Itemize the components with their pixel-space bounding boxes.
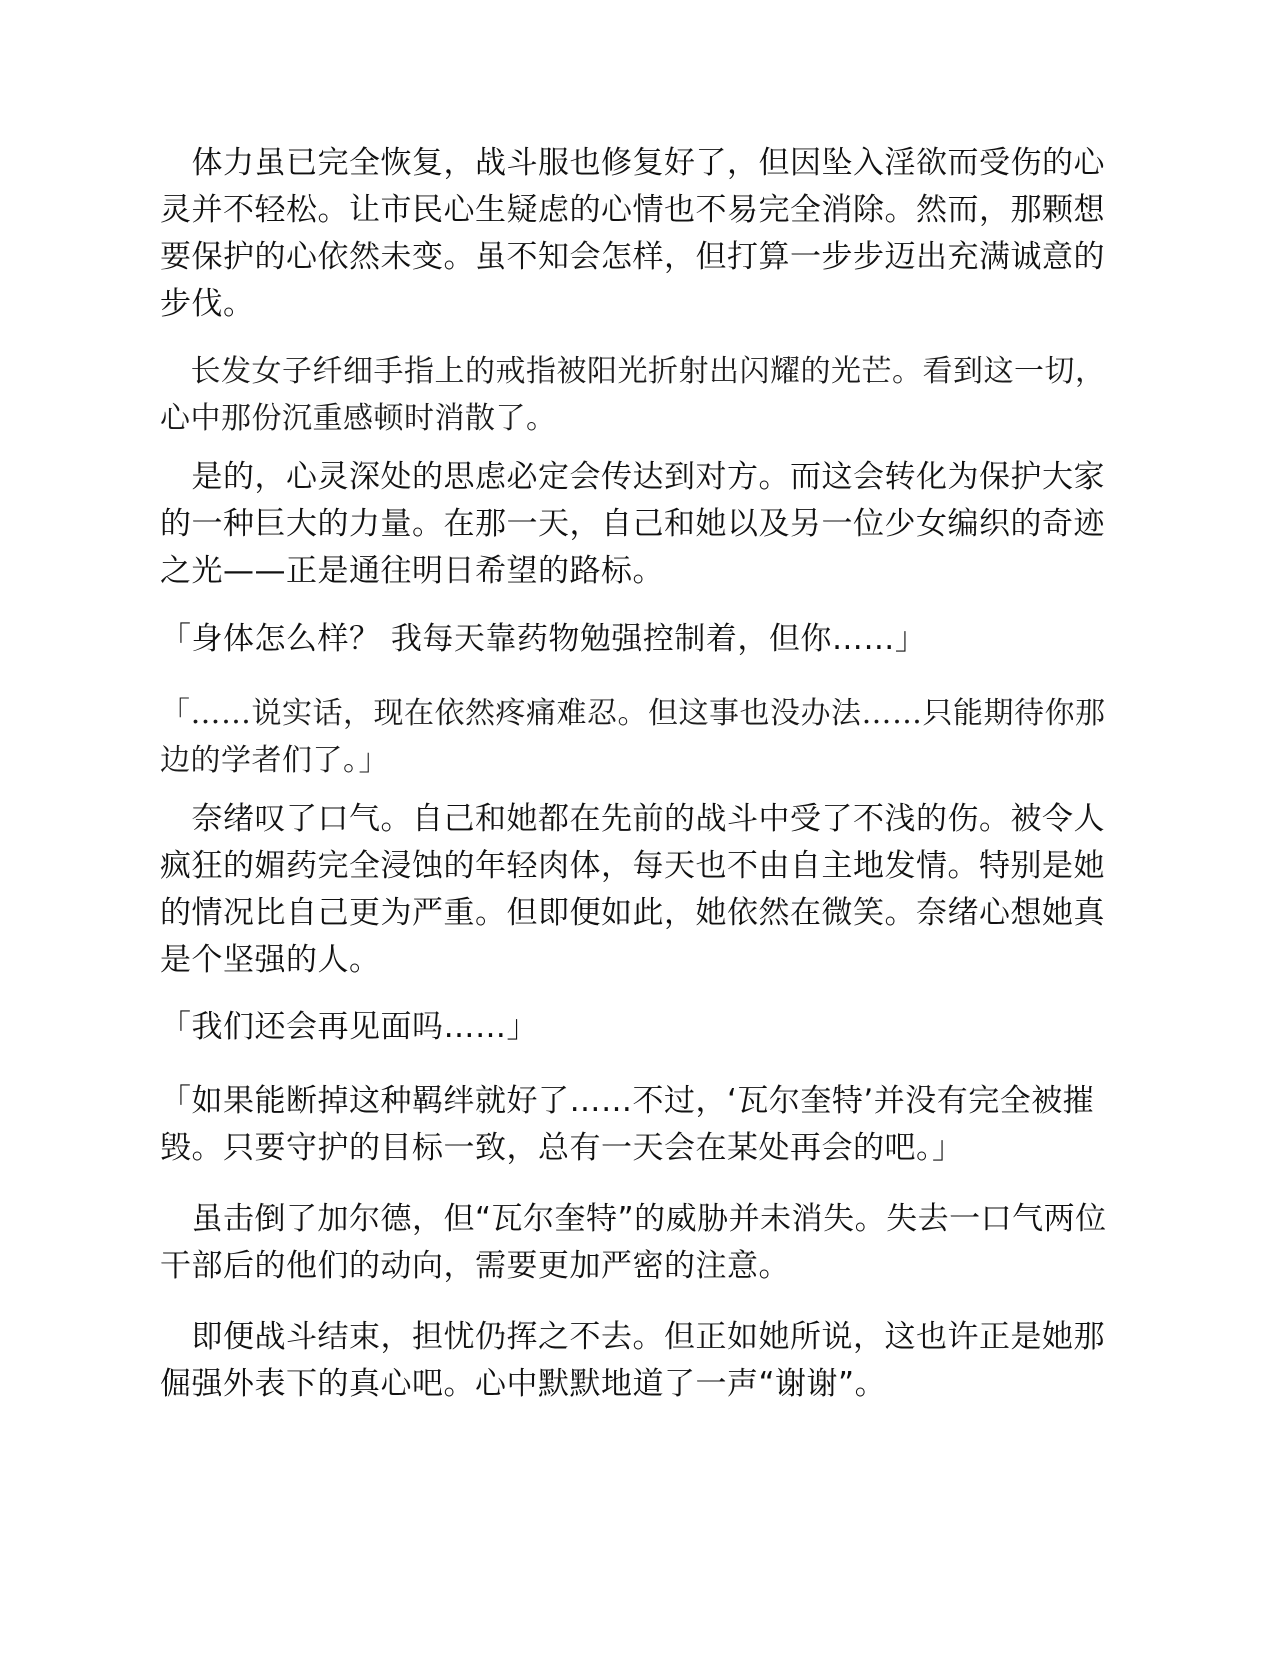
dialogue-line-1: 「身体怎么样？ 我每天靠药物勉强控制着，但你……」 [160, 621, 927, 657]
paragraph-3: 是的，心灵深处的思虑必定会传达到对方。而这会转化为保护大家的一种巨大的力量。在那一天，自己和她以及另一位少女编织的奇迹之光——正是通往明日希望的路标。 [160, 459, 1105, 589]
dialogue-line-2: 「……说实话，现在依然疼痛难忍。但这事也没办法……只能期待你那边的学者们了。」 [160, 696, 1106, 778]
paragraph-1: 体力虽已完全恢复，战斗服也修复好了，但因坠入淫欲而受伤的心灵并不轻松。让市民心生疑虑的心情也不易完全消除。然而，那颗想要保护的心依然未变。虽不知会怎样，但打算一步步迈出充满诚意的步伐。 [160, 145, 1105, 322]
paragraph-4: 奈绪叹了口气。自己和她都在先前的战斗中受了不浅的伤。被令人疯狂的媚药完全浸蚀的年轻肉体，每天也不由自主地发情。特别是她的情况比自己更为严重。但即便如此，她依然在微笑。奈绪心想她真是个坚强的人。 [160, 801, 1105, 978]
paragraph-2: 长发女子纤细手指上的戒指被阳光折射出闪耀的光芒。看到这一切，心中那份沉重感顿时消散了。 [160, 354, 1106, 436]
dialogue-line-3: 「我们还会再见面吗……」 [160, 1009, 538, 1045]
dialogue-line-4: 「如果能断掉这种羁绊就好了……不过，‘瓦尔奎特’并没有完全被摧毁。只要守护的目标一致，总有一天会在某处再会的吧。」 [160, 1083, 1095, 1166]
paragraph-6: 即便战斗结束，担忧仍挥之不去。但正如她所说，这也许正是她那倔强外表下的真心吧。心中默默地道了一声“谢谢”。 [160, 1319, 1105, 1402]
paragraph-5: 虽击倒了加尔德，但“瓦尔奎特”的威胁并未消失。失去一口气两位干部后的他们的动向，需要更加严密的注意。 [160, 1201, 1107, 1284]
